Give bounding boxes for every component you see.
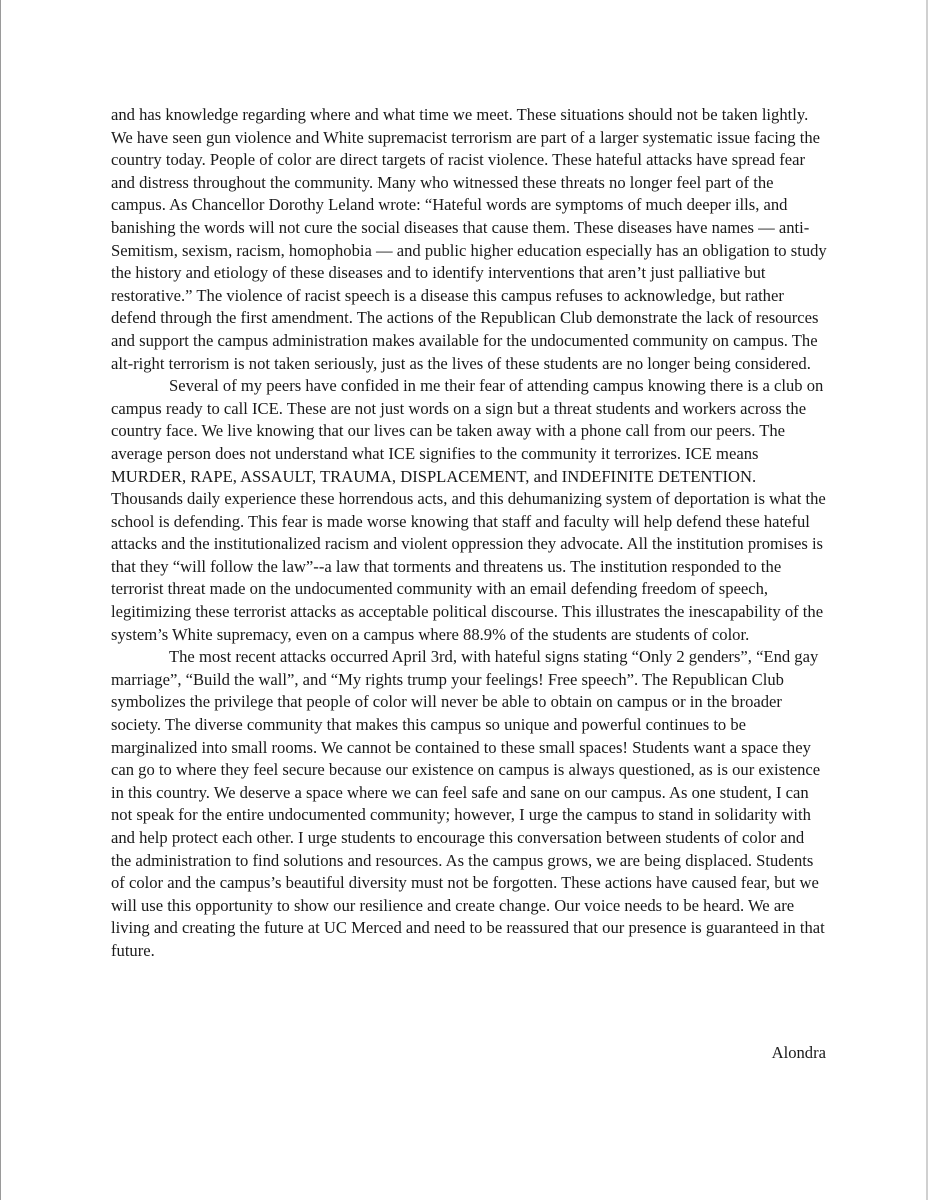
letter-body (111, 104, 827, 963)
page-edge-left (0, 0, 1, 1200)
paragraph-peers-fear: Several of my peers have confided in me their fear of attending campus knowing there is a club on campus ready to call ICE. These are not just words on a sign but a threat students and workers across the country face. We live knowing that our lives can be taken away with a phone call from our peers. The average person does not understand what ICE signifies to the community it terrorizes. ICE means MURDER, RAPE, ASSAULT, TRAUMA, DISPLACEMENT, and INDEFINITE DETENTION. Thousands daily experience these horrendous acts, and this dehumanizing system of deportation is what the school is defending. This fear is made worse knowing that staff and faculty will help defend these hateful attacks and the institutionalized racism and violent oppression they advocate. All the institution promises is that they “will follow the law”--a law that torments and threatens us. The institution responded to the terrorist threat made on the undocumented community with an email defending freedom of speech, legitimizing these terrorist attacks as acceptable political discourse. This illustrates the inescapability of the system’s White supremacy, even on a campus where 88.9% of the students are students of color. (111, 376, 826, 644)
paragraph-continuation: and has knowledge regarding where and what time we meet. These situations should not be taken lightly. We have seen gun violence and White supremacist terrorism are part of a larger systematic issue facing the country today. People of color are direct targets of racist violence. These hateful attacks have spread fear and distress throughout the community. Many who witnessed these threats no longer feel part of the campus. As Chancellor Dorothy Leland wrote: “Hateful words are symptoms of much deeper ills, and banishing the words will not cure the social diseases that cause them. These diseases have names — anti-Semitism, sexism, racism, homophobia — and public higher education especially has an obligation to study the history and etiology of these diseases and to identify interventions that aren’t just palliative but restorative.” The violence of racist speech is a disease this campus refuses to acknowledge, but rather defend through the first amendment. The actions of the Republican Club demonstrate the lack of resources and support the campus administration makes available for the undocumented community on campus. The alt-right terrorism is not taken seriously, just as the lives of these students are no longer being considered. (111, 105, 827, 373)
paragraph-recent-attacks: The most recent attacks occurred April 3rd, with hateful signs stating “Only 2 genders”, “End gay marriage”, “Build the wall”, and “My rights trump your feelings! Free speech”. The Republican Club symbolizes the privilege that people of color will never be able to obtain on campus or in the broader society. The diverse community that makes this campus so unique and powerful continues to be marginalized into small rooms. We cannot be contained to these small spaces! Students want a space they can go to where they feel secure because our existence on campus is always questioned, as is our existence in this country. We deserve a space where we can feel safe and sane on our campus. As one student, I can not speak for the entire undocumented community; however, I urge the campus to stand in solidarity with and help protect each other. I urge students to encourage this conversation between students of color and the administration to find solutions and resources. As the campus grows, we are being displaced. Students of color and the campus’s beautiful diversity must not be forgotten. These actions have caused fear, but we will use this opportunity to show our resilience and create change. Our voice needs to be heard. We are living and creating the future at UC Merced and need to be reassured that our presence is guaranteed in that future. (111, 647, 825, 960)
signature: Alondra (771, 1043, 826, 1062)
